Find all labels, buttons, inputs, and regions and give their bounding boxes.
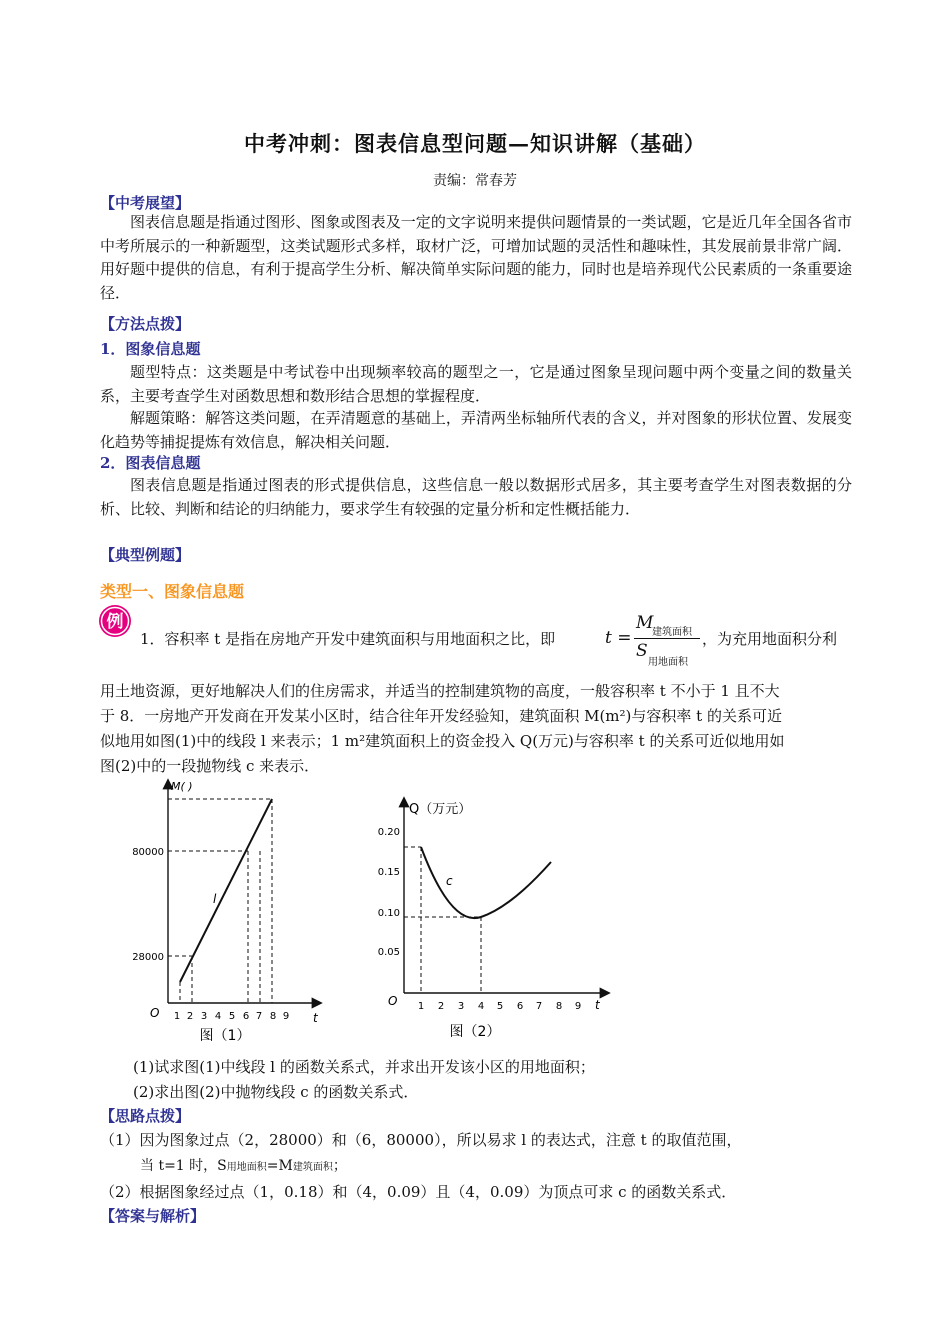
hint-sub-m: 建筑面积 [292,1162,333,1173]
fig1-x-label: t [313,1011,318,1025]
fig2-x-tick: 7 [535,1001,543,1012]
outlook-heading: 【中考展望】 [100,194,191,212]
fig2-curve-c [421,847,551,918]
badge-label: 例 [106,612,124,632]
method-section1-p1: 题型特点：这类题是中考试卷中出现频率较高的题型之一，它是通过图象呈现问题中两个变量之间的数量关系，主要考查学生对函数思想和数形结合思想的掌握程度． [100,363,852,405]
fig1-caption: 图（1） [199,1028,251,1044]
fig1-x-tick: 6 [242,1011,250,1022]
fig2-x-tick: 5 [496,1001,504,1012]
method-section1-title: 1．图象信息题 [100,340,201,358]
sub-question-2: (2)求出图(2)中抛物线段 c 的函数关系式． [133,1083,419,1101]
formula-denominator-sub: 用地面积 [648,657,688,668]
document-title: 中考冲刺：图表信息型问题—知识讲解（基础） [244,131,706,156]
formula-denominator: S [636,641,648,661]
fig2-x-tick: 3 [457,1001,465,1012]
fig2-x-tick: 1 [417,1001,425,1012]
type1-title: 类型一、图象信息题 [100,582,245,601]
formula-numerator: M [636,613,654,633]
fig2-y-label: Q（万元） [409,802,472,817]
fig1-x-tick: 9 [282,1011,290,1022]
fig1-x-tick: 2 [186,1011,194,1022]
hint-line-1: （1）因为图象过点（2，28000）和（6，80000），所以易求 l 的表达式，注意 t 的取值范围， [100,1131,742,1149]
method-section2-title: 2．图表信息题 [100,454,201,472]
hint-line-3: （2）根据图象经过点（1，0.18）和（4，0.09）且（4，0.09）为顶点可求 c 的函数关系式． [100,1183,737,1201]
question-intro: 1．容积率 t 是指在房地产开发中建筑面积与用地面积之比，即 [140,630,556,648]
fig2-y-tick: 0.05 [377,947,400,958]
hint-heading: 【思路点拨】 [100,1107,191,1125]
fig2-curve-label: c [446,874,453,888]
fig1-y-tick: 28000 [132,952,164,963]
fig1-origin: O [150,1006,160,1020]
question-line-2: 用土地资源，更好地解决人们的住房需求，并适当的控制建筑物的高度，一般容积率 t 不小于 1 且不大 [100,682,780,700]
fig2-x-tick: 4 [477,1001,485,1012]
fig2-x-label: t [595,998,600,1012]
question-line-5: 图(2)中的一段抛物线 c 来表示． [100,757,320,775]
fig1-x-tick: 4 [214,1011,222,1022]
fig2-y-tick: 0.10 [377,908,400,919]
answer-heading: 【答案与解析】 [100,1207,206,1225]
fig2-x-ticks [418,1001,581,1012]
method-section1-p2: 解题策略：解答这类问题，在弄清题意的基础上，弄清两坐标轴所代表的含义，并对图象的形状位置、发展变化趋势等捕捉提炼有效信息，解决相关问题． [100,409,852,451]
hint-line-2c: =M [266,1158,293,1174]
fig2-x-tick: 6 [516,1001,524,1012]
hint-line-2a: 当 t=1 时，S [140,1158,227,1174]
formula-numerator-sub: 建筑面积 [652,627,692,638]
hint-line-2e: ； [332,1158,347,1174]
fig1-segment-l [180,799,272,982]
formula-fraction [634,613,700,668]
hint-line-2 [140,1154,347,1180]
fig2-x-tick: 2 [437,1001,445,1012]
method-heading: 【方法点拨】 [100,315,191,333]
fig2-x-tick: 8 [555,1001,563,1012]
fig2-y-tick: 0.15 [377,867,400,878]
fig2-guides [404,847,481,993]
question-intro-end: ，为充用地面积分利 [702,630,838,648]
fig1-line-label: l [213,892,217,906]
figure-2 [370,795,620,1050]
method-section2-p1: 图表信息题是指通过图表的形式提供信息，这些信息一般以数据形式居多，其主要考查学生对图表数据的分析、比较、判断和结论的归纳能力，要求学生有较强的定量分析和定性概括能力． [100,476,852,518]
figure-1 [120,775,330,1050]
fig2-x-tick: 9 [574,1001,582,1012]
fig2-caption: 图（2） [449,1024,501,1040]
fig1-x-tick: 3 [200,1011,208,1022]
hint-sub-s: 用地面积 [226,1162,267,1173]
fig1-x-tick: 1 [173,1011,181,1022]
question-line-4: 似地用如图(1)中的线段 l 来表示；1 m²建筑面积上的资金投入 Q(万元)与容积率 t 的关系可近似地用如 [100,732,785,750]
examples-heading: 【典型例题】 [100,546,191,564]
formula-lhs: t = [605,628,632,648]
author-line: 责编：常春芳 [433,173,517,189]
fig1-x-tick: 8 [269,1011,277,1022]
fig2-origin: O [388,994,398,1008]
fig1-y-label: M( ) [171,780,193,793]
outlook-body: 图表信息题是指通过图形、图象或图表及一定的文字说明来提供问题情景的一类试题，它是近几年全国各省市中考所展示的一种新题型，这类试题形式多样，取材广泛，可增加试题的灵活性和趣味性，其发展前景非常广阔．用好题中提供的信息，有利于提高学生分析、解决简单实际问题的能力，同时也是培养现代公民素质的一条重要途径． [100,213,852,302]
question-line-3: 于 8．一房地产开发商在开发某小区时，结合往年开发经验知，建筑面积 M(m²)与容积率 t 的关系可近 [100,707,782,725]
fig1-y-tick: 80000 [132,847,164,858]
example-badge-icon [97,602,135,640]
fig2-y-tick: 0.20 [377,827,400,838]
fig1-x-tick: 5 [228,1011,236,1022]
fig1-x-ticks [174,1011,289,1022]
sub-question-1: (1)试求图(1)中线段 l 的函数关系式，并求出开发该小区的用地面积； [133,1058,595,1076]
fig1-x-tick: 7 [255,1011,263,1022]
